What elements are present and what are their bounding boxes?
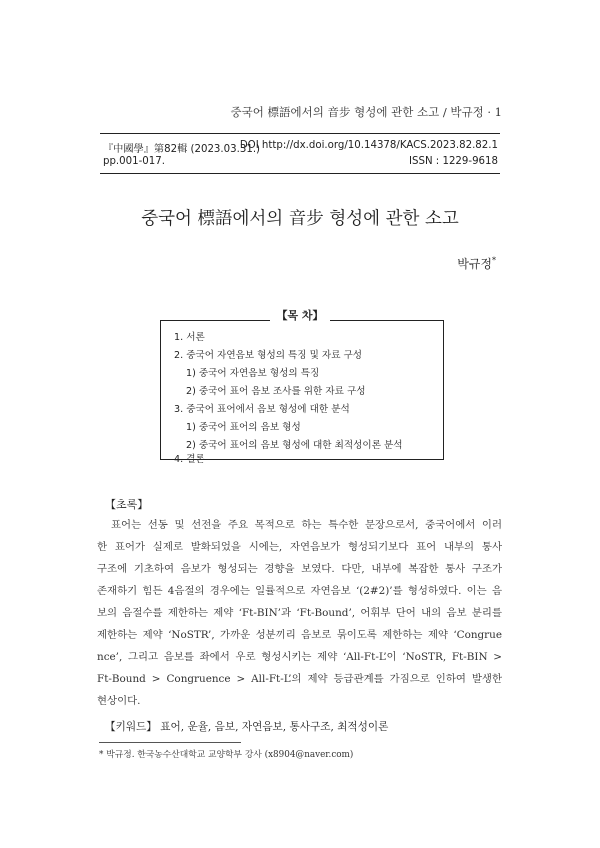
toc-item-2: 2. 중국어 자연음보 형성의 특징 및 자료 구성 [174,350,363,361]
abstract-line: 구조에 기초하여 음보가 형성되는 경향을 보였다. 다만, 내부에 복잡한 통사 구조가 [97,563,502,575]
page-range: pp.001-017. [103,156,165,167]
abstract-line: 표어는 선동 및 선전을 주요 목적으로 하는 특수한 문장으로서, 중국어에서 이러 [111,519,502,531]
author [457,255,496,272]
abstract-line: Ft-Bound > Congruence > All-Ft-L’의 제약 등급관계를 가짐으로 인하여 발생한 [97,673,502,685]
journal-info: 『中國學』第82輯 (2023.03.31.) [103,144,261,155]
paper-title: 중국어 標語에서의 音步 형성에 관한 소고 [141,209,459,229]
abstract-line: nce’, 그리고 음보를 좌에서 우로 형성시키는 제약 ‘All-Ft-L’이 ‘NoSTR, Ft-BIN > [97,651,502,663]
abstract-line: 한 표어가 실제로 발화되었을 시에는, 자연음보가 형성되기보다 표어 내부의 통사 [97,541,502,553]
toc-heading [0,307,600,323]
toc-item-3-2: 2) 중국어 표어의 음보 형성에 대한 최적성이론 분석 [186,440,403,451]
toc-item-3: 3. 중국어 표어에서 음보 형성에 대한 분석 [174,404,350,415]
author-name: 박규정 [457,257,492,271]
abstract-line: 현상이다. [97,695,141,707]
abstract-line: 존재하기 힘든 4음절의 경우에는 일률적으로 자연음보 ‘(2#2)’를 형성하였다. 이는 음 [97,585,502,597]
header-rule-top [100,133,500,134]
footnote-rule [99,742,241,743]
header-rule-bottom [100,173,500,174]
toc-item-1: 1. 서론 [174,332,205,343]
doi-link[interactable]: DOI http://dx.doi.org/10.14378/KACS.2023.82.82.1 [239,140,498,151]
toc-item-2-2: 2) 중국어 표어 음보 조사를 위한 자료 구성 [186,386,366,397]
abstract-line: 보의 음절수를 제한하는 제약 ‘Ft-BIN’과 ‘Ft-Bound’, 어휘부 단어 내의 음보 분리를 [97,607,502,619]
running-header: 중국어 標語에서의 音步 형성에 관한 소고 / 박규정 · 1 [230,105,502,119]
author-footnote: * 박규정. 한국농수산대학교 교양학부 강사 (x8904@naver.com) [99,750,354,760]
keywords: 【키워드】 표어, 운율, 음보, 자연음보, 통사구조, 최적성이론 [105,721,389,733]
abstract-line: 제한하는 제약 ‘NoSTR’, 가까운 성분끼리 음보로 묶이도록 제한하는 제약 ‘Congrue [97,629,502,641]
abstract-label: 【초록】 [105,498,149,511]
toc-item-3-1: 1) 중국어 표어의 음보 형성 [186,422,301,433]
author-footnote-mark: * [492,256,496,265]
issn: ISSN : 1229-9618 [409,156,498,167]
toc-heading-text: 【목 차】 [270,309,329,322]
toc-item-2-1: 1) 중국어 자연음보 형성의 특징 [186,368,320,379]
toc-item-4: 4. 결론 [174,454,205,465]
